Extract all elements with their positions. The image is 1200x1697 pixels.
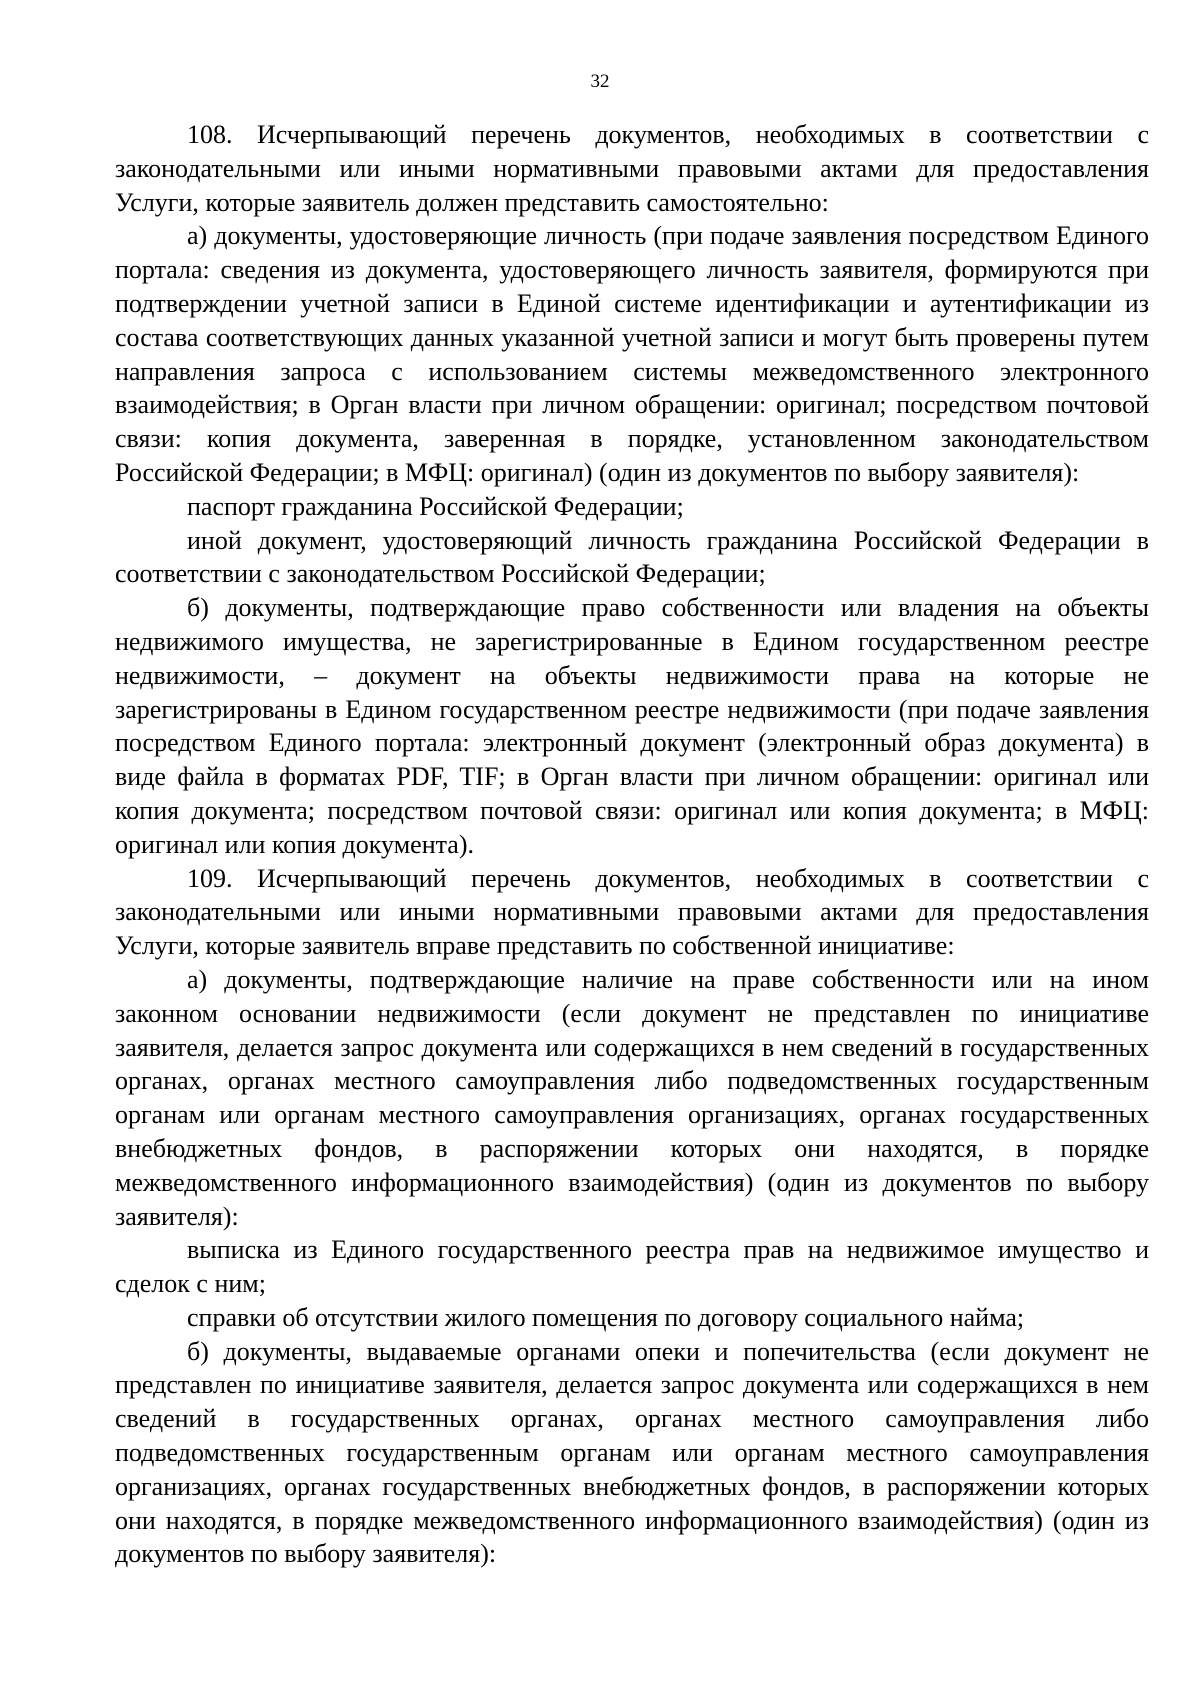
paragraph-109-b: б) документы, выдаваемые органами опеки и попечительства (если документ не представлен по инициативе заявителя, делается запрос документа или содержащихся в нем сведений в государственных органах, органах местного самоуправления либо подведомственных государственным органам или органам местного самоуправления организациях, органах государственных внебюджетных фондов, в распоряжении которых они находятся, в порядке межведомственного информационного взаимодействия) (один из документов по выбору заявителя): — [115, 1336, 1149, 1569]
paragraph-108-intro: 108. Исчерпывающий перечень документов, необходимых в соответствии с законодательными или иными нормативными правовыми актами для предоставления Услуги, которые заявитель должен представить самостоятельно: — [115, 120, 1149, 217]
paragraph-other-id: иной документ, удостоверяющий личность гражданина Российской Федерации в соответствии с законодательством Российской Федерации; — [115, 525, 1149, 589]
paragraph-registry-extract: выписка из Единого государственного реестра прав на недвижимое имущество и сделок с ним; — [115, 1235, 1149, 1299]
paragraph-109-intro: 109. Исчерпывающий перечень документов, необходимых в соответствии с законодательными или иными нормативными правовыми актами для предоставления Услуги, которые заявитель вправе представить по собственной инициативе: — [115, 863, 1149, 961]
paragraph-108-a: а) документы, удостоверяющие личность (при подаче заявления посредством Единого портала: сведения из документа, удостоверяющего личность заявителя, формируются при подтверждении учетной записи в Единой системе идентификации и аутентификации из состава соответствующих данных указанной учетной записи и могут быть проверены путем направления запроса с использованием системы межведомственного электронного взаимодействия; в Орган власти при личном обращении: оригинал; посредством почтовой связи: копия документа, заверенная в порядке, установленном законодательством Российской Федерации; в МФЦ: оригинал) (один из документов по выбору заявителя): — [115, 221, 1149, 487]
paragraph-passport: паспорт гражданина Российской Федерации; — [187, 491, 684, 521]
paragraph-109-a: а) документы, подтверждающие наличие на праве собственности или на ином законном основании недвижимости (если документ не представлен по инициативе заявителя, делается запрос документа или содержащихся в нем сведений в государственных органах, органах местного самоуправления либо подведомственных государственным органам или органам местного самоуправления организациях, органах государственных внебюджетных фондов, в распоряжении которых они находятся, в порядке межведомственного информационного взаимодействия) (один из документов по выбору заявителя): — [115, 964, 1149, 1231]
paragraph-housing-certificate: справки об отсутствии жилого помещения по договору социального найма; — [187, 1302, 1025, 1332]
document-body — [115, 118, 1149, 1571]
paragraph-108-b: б) документы, подтверждающие право собственности или владения на объекты недвижимого имущества, не зарегистрированные в Едином государственном реестре недвижимости, – документ на объекты недвижимости права на которые не зарегистрированы в Едином государственном реестре недвижимости (при подаче заявления посредством Единого портала: электронный документ (электронный образ документа) в виде файла в форматах PDF, TIF; в Орган власти при личном обращении: оригинал или копия документа; посредством почтовой связи: оригинал или копия документа; в МФЦ: оригинал или копия документа). — [115, 593, 1149, 859]
page-number: 32 — [590, 71, 610, 92]
